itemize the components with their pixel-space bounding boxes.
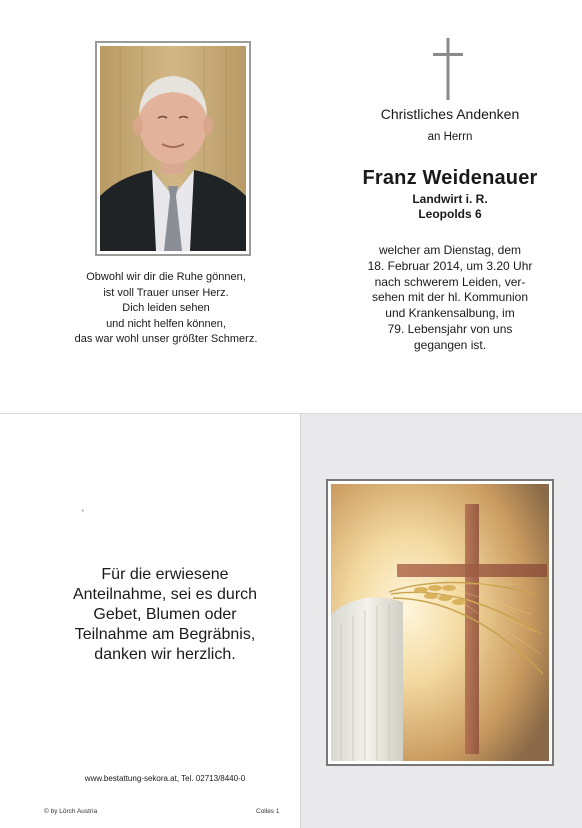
obituary-line: nach schwerem Leiden, ver- bbox=[374, 274, 526, 289]
heading: Christliches Andenken bbox=[380, 106, 520, 122]
thanks-line: Teilnahme am Begräbnis, bbox=[74, 626, 256, 643]
poem bbox=[40, 270, 292, 348]
thanks-line: danken wir herzlich. bbox=[94, 646, 236, 663]
poem-line: und nicht helfen können, bbox=[106, 317, 226, 330]
cross-icon bbox=[433, 38, 463, 100]
poem-line: ist voll Trauer unser Herz. bbox=[103, 286, 229, 299]
obituary-line: gegangen ist. bbox=[413, 337, 487, 352]
fold-line bbox=[0, 413, 582, 414]
thanks-text bbox=[40, 565, 290, 665]
salutation: an Herrn bbox=[427, 131, 473, 143]
portrait-photo bbox=[95, 41, 251, 256]
copyright-note: © by Lörch Austria bbox=[44, 808, 98, 815]
obituary-line: sehen mit der hl. Kommunion bbox=[371, 290, 529, 305]
obituary-line: welcher am Dienstag, dem bbox=[378, 243, 522, 257]
thanks-line: Gebet, Blumen oder bbox=[93, 606, 237, 623]
poem-line: Obwohl wir dir die Ruhe gönnen, bbox=[86, 271, 246, 283]
deceased-name: Franz Weidenauer bbox=[362, 167, 538, 189]
panel-divider bbox=[300, 414, 301, 828]
address: Leopolds 6 bbox=[418, 207, 482, 221]
obituary-line: 18. Februar 2014, um 3.20 Uhr bbox=[367, 258, 533, 273]
cross-book-wheat-image bbox=[331, 484, 549, 761]
occupation: Landwirt i. R. bbox=[412, 192, 488, 206]
obituary-line: 79. Lebensjahr von uns bbox=[387, 321, 513, 336]
stray-mark: ' bbox=[82, 508, 84, 518]
funeral-home-website: www.bestattung-sekora.at, Tel. 02713/8440-0 bbox=[84, 774, 246, 783]
obituary-line: und Krankensalbung, im bbox=[385, 306, 515, 321]
design-code: Colles 1 bbox=[256, 808, 280, 815]
poem-line: Dich leiden sehen bbox=[122, 302, 210, 314]
thanks-line: Für die erwiesene bbox=[101, 566, 229, 583]
obituary-text bbox=[330, 243, 570, 354]
poem-line: das war wohl unser größter Schmerz. bbox=[74, 333, 258, 345]
portrait-image bbox=[100, 46, 246, 251]
thanks-line: Anteilnahme, sei es durch bbox=[72, 586, 258, 603]
memorial-image bbox=[326, 479, 554, 766]
